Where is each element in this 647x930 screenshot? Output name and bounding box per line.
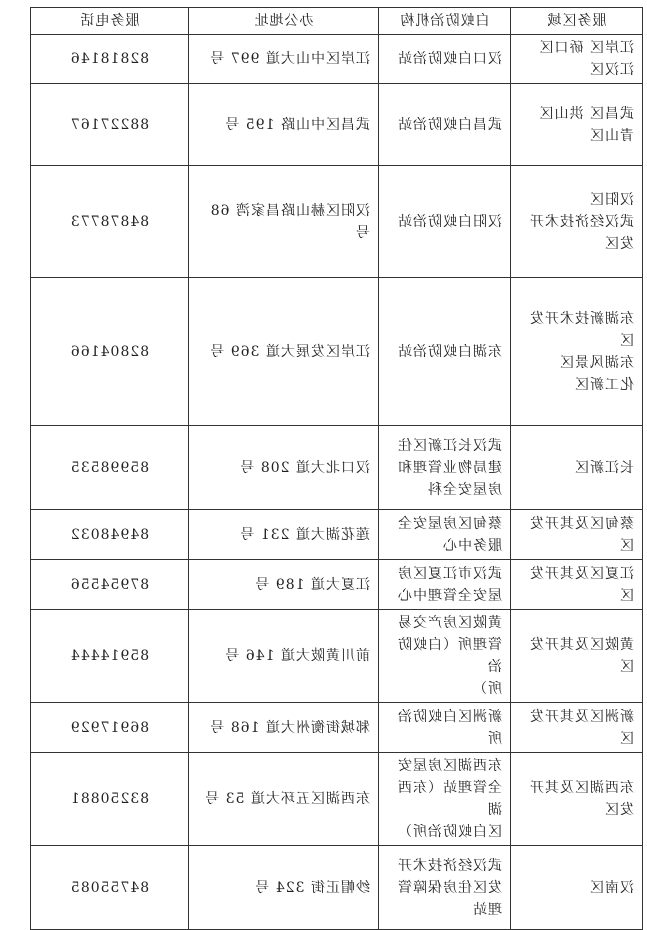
header-row	[31, 8, 643, 35]
organization-cell	[379, 753, 511, 846]
organization-cell-line: 武昌白蚁防治站	[397, 116, 502, 133]
organization-cell-line: 汉口白蚁防治站	[397, 51, 502, 67]
service-area-cell	[511, 35, 643, 84]
service-area-cell-line: 黄陂区及其开发区	[529, 637, 634, 675]
organization-cell-line: 东湖白蚁防治站	[397, 343, 502, 360]
organization-cell-line: 蔡甸区房屋安全	[397, 515, 502, 532]
phone-cell: 85998535	[31, 426, 189, 510]
organization-cell-line: 黄陂区房产交易	[397, 615, 502, 631]
address-cell	[189, 703, 379, 753]
service-area-cell-line: 蔡甸区及其开发区	[529, 515, 634, 554]
service-area-cell-line: 江岸区 硚口区 江汉区	[538, 40, 634, 78]
address-cell	[189, 426, 379, 510]
address-cell-line: 莲花湖大道 231 号	[239, 526, 370, 543]
address-cell-line: 东西湖区五环大道 53 号	[204, 791, 370, 807]
table-row	[31, 846, 643, 930]
service-area-cell	[511, 703, 643, 753]
service-area-cell-line: 东湖新技术开发区	[529, 310, 634, 349]
address-cell-line: 江夏大道 189 号	[254, 576, 370, 593]
phone-cell: 86917929	[31, 703, 189, 753]
address-cell	[189, 84, 379, 166]
phone-cell: 83250881	[31, 753, 189, 846]
service-area-cell	[511, 846, 643, 930]
termite-service-table	[30, 7, 643, 930]
address-cell	[189, 753, 379, 846]
service-area-cell-line: 新洲区及其开发区	[529, 708, 634, 747]
service-area-cell-line: 江夏区及其开发区	[529, 565, 634, 604]
phone-cell: 82804166	[31, 278, 189, 426]
header-org: 白蚁防治机构	[379, 8, 511, 35]
service-area-cell	[511, 560, 643, 610]
address-cell-line: 邾城街衡州大道 168 号	[209, 719, 370, 736]
organization-cell-line: 新洲区白蚁防治	[397, 708, 502, 725]
organization-cell	[379, 84, 511, 166]
organization-cell-line: 所）	[472, 681, 502, 697]
phone-cell: 87954556	[31, 560, 189, 610]
table-row	[31, 35, 643, 84]
service-area-cell-line: 东西湖区及其开发区	[529, 780, 634, 818]
organization-cell-line: 东西湖区房屋安	[397, 758, 502, 774]
table-row	[31, 753, 643, 846]
organization-cell	[379, 166, 511, 278]
organization-cell-line: 所	[487, 730, 502, 747]
table-row	[31, 84, 643, 166]
phone-cell: 88227167	[31, 84, 189, 166]
organization-cell-line: 区白蚁防治所）	[397, 824, 502, 840]
table-row	[31, 560, 643, 610]
address-cell	[189, 560, 379, 610]
organization-cell-line: 建局物业管理和	[397, 459, 502, 476]
address-cell-line: 江岸区中山大道 997 号	[209, 51, 370, 67]
organization-cell	[379, 703, 511, 753]
address-cell	[189, 35, 379, 84]
table-row	[31, 426, 643, 510]
organization-cell-line: 管理所（白蚁防治	[397, 637, 502, 675]
organization-cell	[379, 278, 511, 426]
organization-cell	[379, 35, 511, 84]
service-area-cell	[511, 84, 643, 166]
address-cell-line: 前川黄陂大道 146 号	[224, 648, 370, 664]
address-cell-line: 汉阳区赫山路昌家湾 68	[209, 202, 370, 219]
address-cell-line: 号	[355, 224, 370, 241]
address-cell-line: 武昌区中山路 195 号	[224, 116, 370, 133]
table-row	[31, 278, 643, 426]
organization-cell-line: 全管理站（东西湖	[397, 780, 502, 818]
table-row	[31, 510, 643, 560]
table-row	[31, 610, 643, 703]
organization-cell-line: 武汉长江新区住	[397, 437, 502, 454]
table-row	[31, 166, 643, 278]
service-area-cell-line: 长江新区	[574, 459, 634, 476]
organization-cell	[379, 610, 511, 703]
service-area-cell-line: 汉阳区	[589, 191, 634, 208]
address-cell-line: 江岸区发展大道 369 号	[209, 343, 370, 360]
organization-cell-line: 武汉市江夏区房	[397, 565, 502, 582]
organization-cell	[379, 510, 511, 560]
organization-cell-line: 房屋安全科	[427, 481, 502, 498]
organization-cell-line: 服务中心	[442, 537, 502, 554]
address-cell	[189, 510, 379, 560]
organization-cell-line: 发区住房保障管	[397, 879, 502, 896]
organization-cell	[379, 560, 511, 610]
service-area-cell	[511, 426, 643, 510]
header-address: 办公地址	[189, 8, 379, 35]
organization-cell-line: 武汉经济技术开	[397, 857, 502, 874]
organization-cell	[379, 426, 511, 510]
service-area-cell	[511, 753, 643, 846]
organization-cell-line: 理站	[472, 901, 502, 918]
address-cell	[189, 166, 379, 278]
service-area-cell-line: 化工新区	[574, 376, 634, 393]
service-area-cell-line: 东湖风景区	[559, 354, 634, 371]
header-phone: 服务电话	[31, 8, 189, 35]
organization-cell-line: 汉阳白蚁防治站	[397, 213, 502, 230]
address-cell-line: 纱帽正街 324 号	[254, 879, 370, 896]
table-row	[31, 703, 643, 753]
phone-cell: 84878773	[31, 166, 189, 278]
service-area-cell-line: 汉南区	[589, 879, 634, 896]
address-cell-line: 汉口北大道 208 号	[239, 459, 370, 476]
service-area-cell	[511, 278, 643, 426]
phone-cell: 82818146	[31, 35, 189, 84]
service-area-cell	[511, 610, 643, 703]
phone-cell: 84755085	[31, 846, 189, 930]
service-area-cell-line: 武汉经济技术开发区	[529, 213, 634, 252]
address-cell	[189, 846, 379, 930]
service-area-cell	[511, 166, 643, 278]
service-area-cell-line: 武昌区 洪山区 青山区	[538, 105, 634, 144]
phone-cell: 84948032	[31, 510, 189, 560]
address-cell	[189, 610, 379, 703]
organization-cell-line: 屋安全管理中心	[397, 587, 502, 604]
header-area: 服务区域	[511, 8, 643, 35]
service-area-cell	[511, 510, 643, 560]
phone-cell: 85914444	[31, 610, 189, 703]
organization-cell	[379, 846, 511, 930]
address-cell	[189, 278, 379, 426]
